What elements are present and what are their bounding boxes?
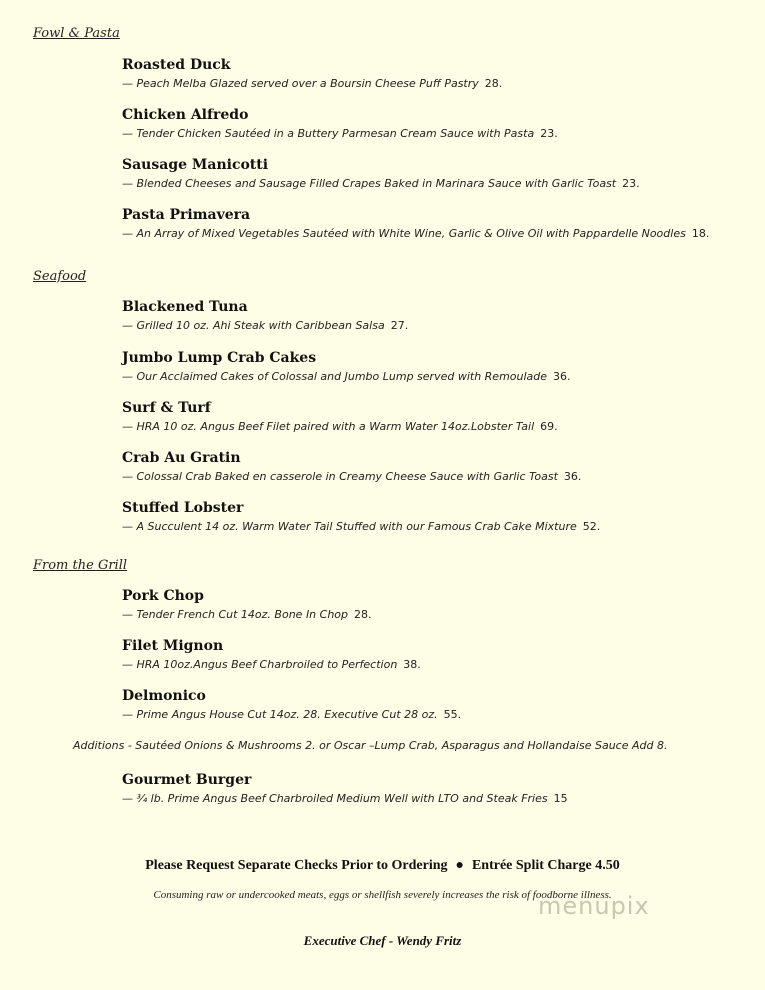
menu-item xyxy=(122,156,742,190)
section-title-grill: From the Grill xyxy=(33,558,128,573)
separate-checks-notice xyxy=(0,858,765,874)
item-description: — A Succulent 14 oz. Warm Water Tail Stuffed with our Famous Crab Cake Mixture 52. xyxy=(122,520,601,533)
item-name: Gourmet Burger xyxy=(122,772,252,788)
item-price: 36. xyxy=(563,470,582,483)
item-name: Stuffed Lobster xyxy=(122,500,244,516)
item-name: Chicken Alfredo xyxy=(122,107,249,123)
item-name: Crab Au Gratin xyxy=(122,450,241,466)
menu-item xyxy=(122,687,742,721)
menu-item xyxy=(122,771,742,805)
item-name: Filet Mignon xyxy=(122,638,224,654)
item-description: — Colossal Crab Baked en casserole in Creamy Cheese Sauce with Garlic Toast 36. xyxy=(122,470,582,483)
menu-item xyxy=(122,56,742,90)
item-name: Jumbo Lump Crab Cakes xyxy=(122,350,317,366)
item-description: — Prime Angus House Cut 14oz. 28. Executive Cut 28 oz. 55. xyxy=(122,708,462,721)
menu-item xyxy=(122,637,742,671)
item-description: — Tender Chicken Sautéed in a Buttery Parmesan Cream Sauce with Pasta 23. xyxy=(122,127,558,140)
bullet-icon: ● xyxy=(455,858,464,873)
item-price: 69. xyxy=(540,420,558,433)
item-price: 18. xyxy=(691,227,710,240)
item-name: Delmonico xyxy=(122,688,206,704)
menu-item xyxy=(122,449,742,483)
menu-item xyxy=(122,206,742,240)
executive-chef: Executive Chef - Wendy Fritz xyxy=(303,933,462,948)
item-price: 23. xyxy=(540,127,558,140)
item-price: 28. xyxy=(354,608,372,621)
section-title-seafood: Seafood xyxy=(33,269,87,284)
menu-item xyxy=(122,399,742,433)
item-description: — Blended Cheeses and Sausage Filled Crapes Baked in Marinara Sauce with Garlic Toast 23. xyxy=(122,177,640,190)
item-name: Pasta Primavera xyxy=(122,207,251,223)
item-name: Pork Chop xyxy=(122,588,204,604)
item-price: 55. xyxy=(443,708,462,721)
item-description: — An Array of Mixed Vegetables Sautéed with White Wine, Garlic & Olive Oil with Pappardelle Noodles 18. xyxy=(122,227,710,240)
item-name: Surf & Turf xyxy=(122,400,211,416)
split-charge-text: Entrée Split Charge 4.50 xyxy=(471,858,620,873)
item-price: 36. xyxy=(553,370,571,383)
item-name: Blackened Tuna xyxy=(122,299,248,315)
separate-checks-text: Please Request Separate Checks Prior to Ordering xyxy=(145,858,448,873)
item-description: — Grilled 10 oz. Ahi Steak with Caribbean Salsa 27. xyxy=(122,319,409,332)
item-price: 27. xyxy=(390,319,409,332)
item-price: 23. xyxy=(622,177,640,190)
section-title-fowl-pasta: Fowl & Pasta xyxy=(33,26,120,41)
item-description: — ¾ lb. Prime Angus Beef Charbroiled Medium Well with LTO and Steak Fries 15 xyxy=(122,792,568,805)
item-price: 28. xyxy=(484,77,503,90)
item-description: — HRA 10oz.Angus Beef Charbroiled to Perfection 38. xyxy=(122,658,421,671)
item-price: 52. xyxy=(582,520,601,533)
additions-line: Additions - Sautéed Onions & Mushrooms 2. or Oscar –Lump Crab, Asparagus and Hollandaise Sauce Add 8. xyxy=(73,739,668,752)
item-price: 38. xyxy=(403,658,421,671)
menu-item xyxy=(122,499,742,533)
item-description: — Tender French Cut 14oz. Bone In Chop 28. xyxy=(122,608,372,621)
item-name: Roasted Duck xyxy=(122,57,231,73)
item-description: — HRA 10 oz. Angus Beef Filet paired with a Warm Water 14oz.Lobster Tail 69. xyxy=(122,420,558,433)
item-price: 15 xyxy=(553,792,568,805)
item-description: — Peach Melba Glazed served over a Boursin Cheese Puff Pastry 28. xyxy=(122,77,503,90)
watermark: menupix xyxy=(538,892,650,920)
menu-item xyxy=(122,587,742,621)
menu-item xyxy=(122,106,742,140)
item-description: — Our Acclaimed Cakes of Colossal and Jumbo Lump served with Remoulade 36. xyxy=(122,370,571,383)
food-safety-disclaimer: Consuming raw or undercooked meats, eggs or shellfish severely increases the risk of foodborne illness. xyxy=(153,889,612,901)
menu-item xyxy=(122,298,742,332)
item-name: Sausage Manicotti xyxy=(122,157,269,173)
menu-item xyxy=(122,349,742,383)
